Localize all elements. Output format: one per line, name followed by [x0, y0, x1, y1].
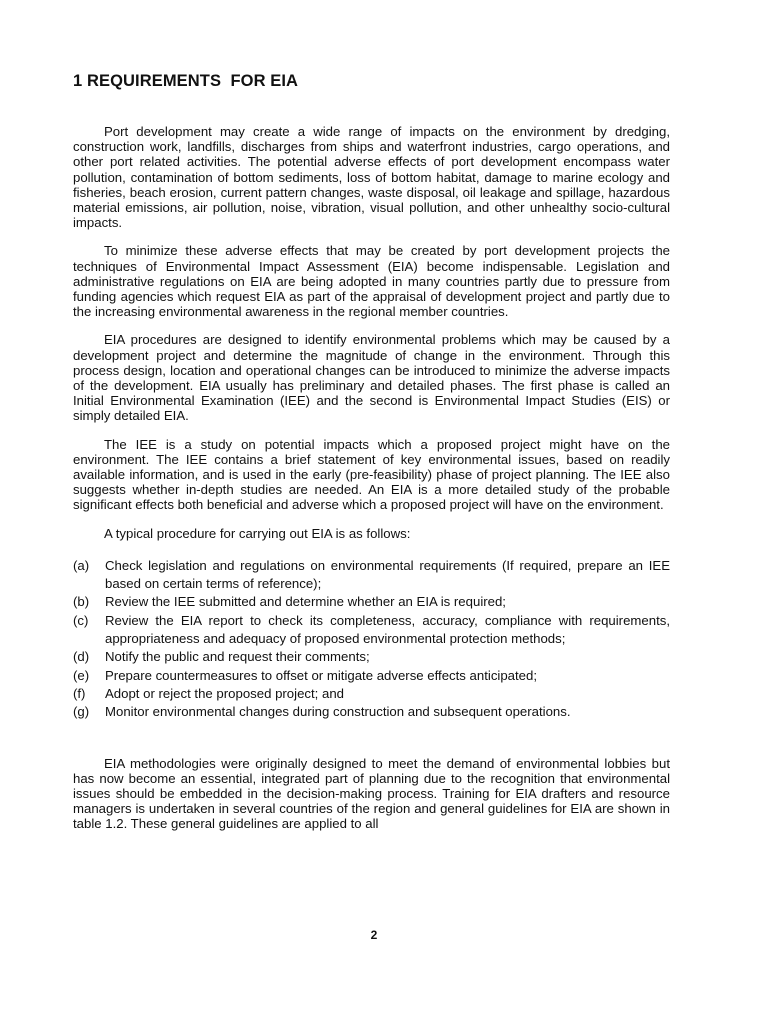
list-item: [73, 703, 670, 721]
list-item: [73, 685, 670, 703]
list-item: [73, 557, 670, 594]
list-item-label: (c): [73, 612, 89, 628]
list-item-label: (f): [73, 685, 86, 701]
list-item-text: Prepare countermeasures to offset or mitigate adverse effects anticipated;: [105, 667, 538, 683]
paragraph-iee: The IEE is a study on potential impacts which a proposed project might have on the environment. The IEE contains a brief statement of key environmental issues, based on readily available information, and is used in the early (pre-feasibility) phase of project planning. The IEE also suggests whether in-depth studies are needed. An EIA is a more detailed study of the probable significant effects both beneficial and adverse which a proposed project will have on the environment.: [73, 436, 670, 513]
list-item-label: (b): [73, 594, 90, 610]
list-item-label: (e): [73, 667, 90, 683]
list-item: [73, 648, 670, 666]
paragraph-eia-methodologies: EIA methodologies were originally designed to meet the demand of environmental lobbies but has now become an essential, integrated part of planning due to the recognition that environmental issues should be embedded in the decision-making process. Training for EIA drafters and resource managers is undertaken in several countries of the region and general guidelines for EIA are shown in table 1.2. These general guidelines are applied to all: [73, 755, 670, 832]
page-number: 2: [370, 928, 378, 942]
list-item-text: Review the EIA report to check its completeness, accuracy, compliance with requirements, appropriateness and adequacy of proposed environmental protection methods;: [105, 612, 670, 647]
list-item: [73, 593, 670, 611]
list-item: [73, 612, 670, 649]
list-item-label: (g): [73, 704, 90, 720]
procedure-list: [73, 557, 670, 722]
section-heading: 1 REQUIREMENTS FOR EIA: [73, 72, 299, 90]
list-item-text: Adopt or reject the proposed project; and: [105, 685, 344, 701]
list-item-label: (d): [73, 649, 90, 665]
paragraph-impacts: Port development may create a wide range of impacts on the environment by dredging, construction work, landfills, discharges from ships and waterfront industries, cargo operations, and other port related activities. The potential adverse effects of port development encompass water pollution, contamination of bottom sediments, loss of bottom habitat, damage to marine ecology and fisheries, beach erosion, current pattern changes, waste disposal, oil leakage and spillage, hazardous material emissions, air pollution, noise, vibration, visual pollution, and other unhealthy socio-cultural impacts.: [73, 124, 670, 231]
body-text: [73, 124, 670, 845]
paragraph-eia-procedures: EIA procedures are designed to identify environmental problems which may be caused by a development project and determine the magnitude of change in the environment. Through this process design, location and operational changes can be introduced to minimize the adverse impacts of the development. EIA usually has preliminary and detailed phases. The first phase is called an Initial Environmental Examination (IEE) and the second is Environmental Impact Studies (EIS) or simply detailed EIA.: [73, 332, 670, 424]
list-item: [73, 667, 670, 685]
list-item-text: Notify the public and request their comments;: [105, 649, 370, 665]
procedure-intro: A typical procedure for carrying out EIA is as follows:: [104, 525, 411, 541]
list-item-text: Monitor environmental changes during construction and subsequent operations.: [105, 704, 571, 720]
list-item-label: (a): [73, 557, 90, 573]
list-item-text: Review the IEE submitted and determine whether an EIA is required;: [105, 594, 506, 610]
paragraph-eia-techniques: To minimize these adverse effects that may be created by port development projects the techniques of Environmental Impact Assessment (EIA) become indispensable. Legislation and administrative regulations on EIA are being adopted in many countries partly due to pressure from funding agencies which request EIA as part of the appraisal of development project and partly due to the increasing environmental awareness in the regional member countries.: [73, 243, 670, 320]
list-item-text: Check legislation and regulations on environmental requirements (If required, prepare an IEE based on certain terms of reference);: [105, 557, 670, 592]
